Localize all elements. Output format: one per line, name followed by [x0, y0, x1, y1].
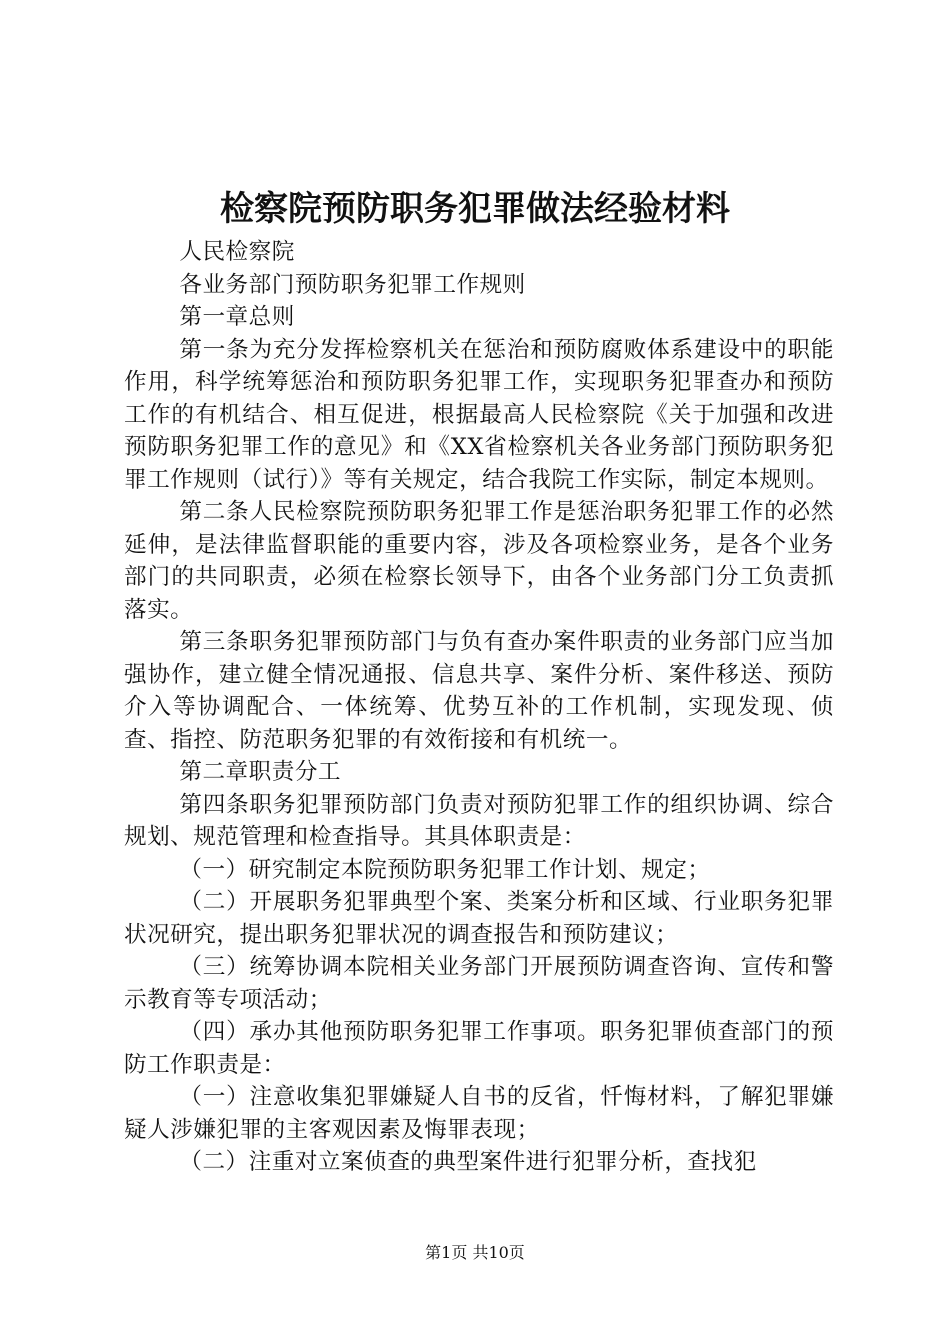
- chapter-heading: 第二章职责分工: [179, 759, 342, 785]
- paragraph: 第一条为充分发挥检察机关在惩治和预防腐败体系建设中的职能作用，科学统筹惩治和预防职务犯罪工作，实现职务犯罪查办和预防工作的有机结合、相互促进，根据最高人民检察院《关于加强和改进预防职务犯罪工作的意见》和《XX省检察机关各业务部门预防职务犯罪工作规则（试行）》等有关规定，结合我院工作实际，制定本规则。: [124, 336, 834, 493]
- list-item: （二）开展职务犯罪典型个案、类案分析和区域、行业职务犯罪状况研究，提出职务犯罪状况的调查报告和预防建议；: [124, 889, 834, 948]
- paragraph: 人民检察院: [179, 239, 295, 265]
- paragraph: 第二条人民检察院预防职务犯罪工作是惩治职务犯罪工作的必然延伸，是法律监督职能的重要内容，涉及各项检察业务，是各个业务部门的共同职责，必须在检察长领导下，由各个业务部门分工负责抓落实。: [124, 499, 834, 623]
- page-number-footer: 第1页 共10页: [425, 1243, 525, 1262]
- list-item: （三）统筹协调本院相关业务部门开展预防调查咨询、宣传和警示教育等专项活动；: [124, 954, 834, 1013]
- paragraph: 第四条职务犯罪预防部门负责对预防犯罪工作的组织协调、综合规划、规范管理和检查指导。其具体职责是：: [124, 791, 834, 850]
- list-item: （四）承办其他预防职务犯罪工作事项。职务犯罪侦查部门的预防工作职责是：: [124, 1019, 834, 1078]
- paragraph: 第三条职务犯罪预防部门与负有查办案件职责的业务部门应当加强协作，建立健全情况通报、信息共享、案件分析、案件移送、预防介入等协调配合、一体统筹、优势互补的工作机制，实现发现、侦查、指控、防范职务犯罪的有效衔接和有机统一。: [124, 629, 834, 753]
- chapter-heading: 第一章总则: [179, 304, 295, 330]
- list-item: （一）注意收集犯罪嫌疑人自书的反省，忏悔材料，了解犯罪嫌疑人涉嫌犯罪的主客观因素及悔罪表现；: [124, 1084, 834, 1143]
- paragraph: 各业务部门预防职务犯罪工作规则: [179, 271, 526, 298]
- document-body: [124, 236, 834, 1179]
- document-title: 检察院预防职务犯罪做法经验材料: [220, 189, 730, 229]
- list-item: （二）注重对立案侦查的典型案件进行犯罪分析，查找犯: [179, 1149, 757, 1175]
- list-item: （一）研究制定本院预防职务犯罪工作计划、规定；: [179, 856, 711, 883]
